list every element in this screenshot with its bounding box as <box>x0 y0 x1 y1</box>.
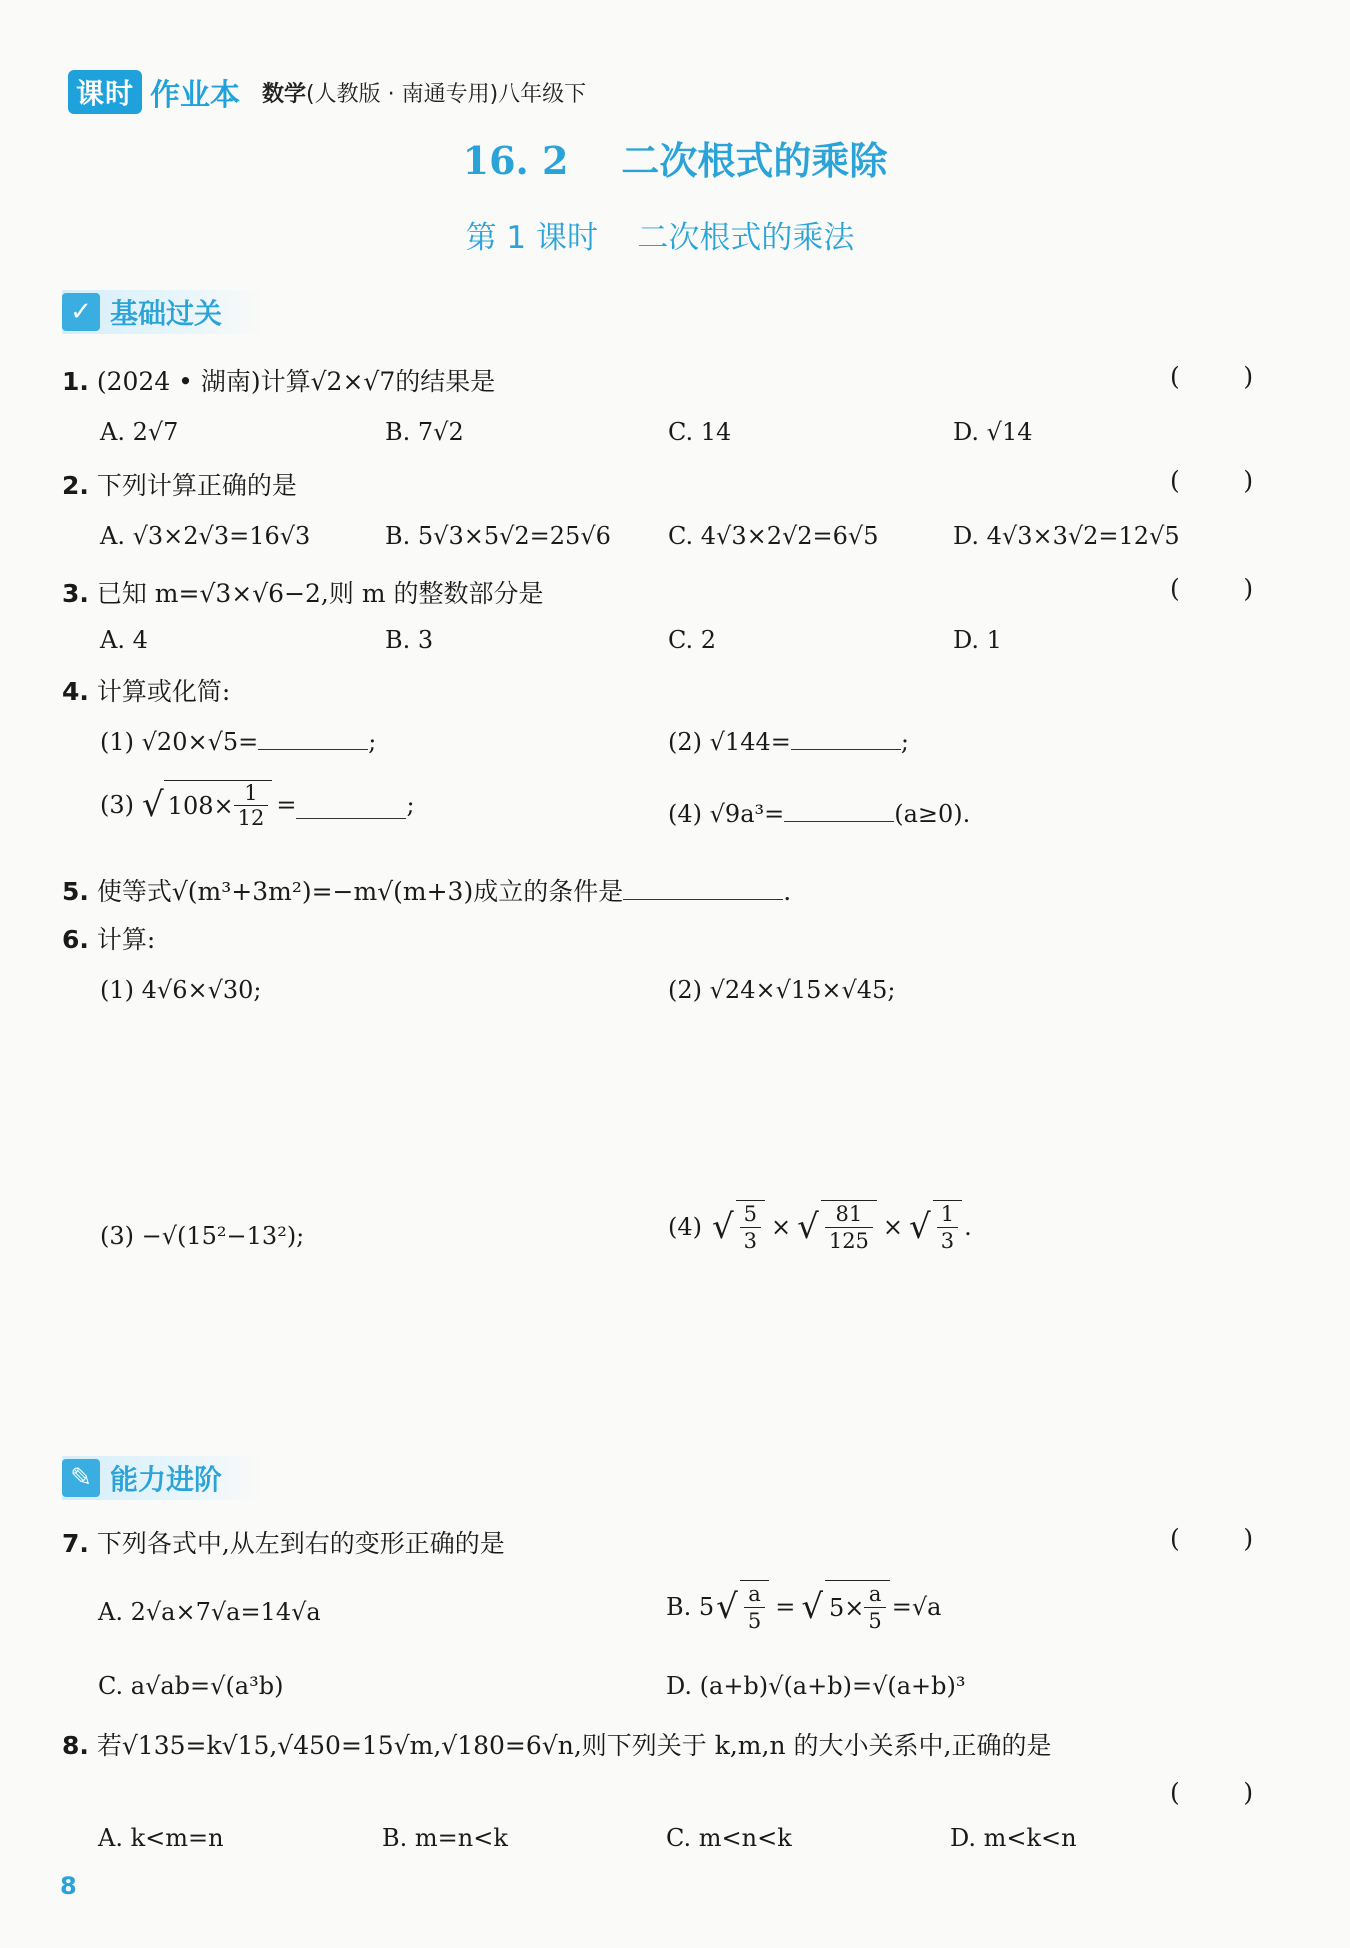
semicolon: ; <box>900 728 909 756</box>
answer-blank[interactable] <box>623 899 783 900</box>
q3-option-d: D. 1 <box>953 626 1002 654</box>
radicand <box>825 1580 890 1634</box>
question-text: 若√135=k√15,√450=15√m,√180=6√n,则下列关于 k,m,n 的大小关系中,正确的是 <box>96 1731 1052 1760</box>
question-text: 下列计算正确的是 <box>96 471 297 500</box>
sqrt-sign: √ <box>801 1587 823 1627</box>
lesson-title: 第 1 课时 二次根式的乘法 <box>465 220 855 256</box>
question-number: 3. <box>62 579 89 608</box>
semicolon: ; <box>406 791 415 819</box>
numerator: a <box>748 1582 761 1606</box>
numerator: 1 <box>244 781 258 805</box>
question-1 <box>62 362 495 398</box>
q2-option-c: C. 4√3×2√2=6√5 <box>668 522 879 550</box>
numerator: 81 <box>835 1202 863 1226</box>
denominator: 5 <box>864 1607 885 1634</box>
answer-parentheses: ( ) <box>1170 1778 1254 1807</box>
answer-parentheses: ( ) <box>1170 466 1254 495</box>
q8-option-d: D. m<k<n <box>950 1824 1077 1852</box>
question-2 <box>62 466 297 502</box>
q4-part-2 <box>668 728 909 756</box>
q2-option-b: B. 5√3×5√2=25√6 <box>385 522 611 550</box>
q7-option-b <box>666 1580 941 1634</box>
checkbox-icon: ✓ <box>62 293 100 331</box>
answer-parentheses: ( ) <box>1170 1524 1254 1553</box>
fraction <box>740 1580 769 1634</box>
q6-part-1: (1) 4√6×√30; <box>100 976 262 1004</box>
question-number: 6. <box>62 925 89 954</box>
question-5 <box>62 872 791 908</box>
q2-option-a: A. √3×2√3=16√3 <box>100 522 311 550</box>
radicand-expr: 5× <box>829 1593 865 1622</box>
numerator: 1 <box>940 1202 955 1226</box>
numerator: 5 <box>743 1202 758 1226</box>
option-prefix: B. 5 <box>666 1593 715 1621</box>
question-text: (2024 • 湖南)计算√2×√7的结果是 <box>96 367 496 396</box>
answer-blank[interactable] <box>791 749 901 750</box>
section-band-advanced <box>62 1456 262 1500</box>
part-label: (3) <box>100 791 134 819</box>
question-text: 计算: <box>96 925 156 954</box>
sqrt-sign: √ <box>716 1587 738 1627</box>
q3-option-b: B. 3 <box>385 626 434 654</box>
section-title: 16. 2 二次根式的乘除 <box>462 138 888 183</box>
question-number: 4. <box>62 677 89 706</box>
q7-option-c: C. a√ab=√(a³b) <box>98 1672 284 1700</box>
band-label-basic: 基础过关 <box>110 297 223 330</box>
question-number: 7. <box>62 1529 89 1558</box>
question-text: 已知 m=√3×√6−2,则 m 的整数部分是 <box>96 579 544 608</box>
sqrt-sign: √ <box>909 1207 931 1247</box>
condition: (a≥0). <box>894 800 971 828</box>
radicand-expr: 108× <box>167 791 234 820</box>
q3-option-c: C. 2 <box>668 626 717 654</box>
question-text: 使等式√(m³+3m²)=−m√(m+3)成立的条件是 <box>96 877 624 906</box>
sqrt-sign: √ <box>797 1207 819 1247</box>
question-4 <box>62 672 230 708</box>
question-number: 2. <box>62 471 89 500</box>
header-brand <box>68 72 586 112</box>
sqrt-sign: √ <box>712 1207 734 1247</box>
result: =√a <box>891 1593 942 1621</box>
q3-option-a: A. 4 <box>100 626 148 654</box>
page-number: 8 <box>60 1872 77 1900</box>
period: . <box>783 877 792 906</box>
denominator: 3 <box>937 1227 958 1254</box>
book-subtitle <box>262 77 586 108</box>
part-expression: (1) √20×√5= <box>100 728 259 756</box>
q1-option-a: A. 2√7 <box>100 418 179 446</box>
subject: 数学 <box>262 81 307 107</box>
part-label: (4) <box>668 1213 702 1241</box>
brand-logo: 课时 <box>68 70 142 114</box>
q8-option-a: A. k<m=n <box>98 1824 224 1852</box>
pencil-icon: ✎ <box>62 1459 100 1497</box>
question-number: 8. <box>62 1731 89 1760</box>
denominator: 3 <box>740 1227 761 1254</box>
fraction <box>821 1200 877 1254</box>
answer-blank[interactable] <box>784 821 894 822</box>
period: . <box>964 1213 972 1241</box>
radicand <box>164 780 273 830</box>
answer-blank[interactable] <box>258 749 368 750</box>
q1-option-d: D. √14 <box>953 418 1033 446</box>
q1-option-c: C. 14 <box>668 418 732 446</box>
question-6 <box>62 920 155 956</box>
equals: = <box>775 1593 796 1621</box>
fraction <box>933 1200 962 1254</box>
question-3 <box>62 574 543 610</box>
q6-part-4: (4) √ $\frac{5}{3}$ × √ $\frac{81}{125}$ × √ $\frac{1}{3}$ . <box>668 1202 972 1253</box>
question-text: 下列各式中,从左到右的变形正确的是 <box>96 1529 505 1558</box>
question-8 <box>62 1726 1051 1762</box>
q4-part-3: (3) √ 108× $\frac{1}{12}$ = ; <box>100 781 415 830</box>
question-number: 1. <box>62 367 89 396</box>
answer-parentheses: ( ) <box>1170 362 1254 391</box>
q6-part-3: (3) −√(15²−13²); <box>100 1222 305 1250</box>
q4-part-4 <box>668 800 970 828</box>
section-band-basic <box>62 290 262 334</box>
fraction <box>736 1200 765 1254</box>
q2-option-d: D. 4√3×3√2=12√5 <box>953 522 1180 550</box>
band-label-advanced: 能力进阶 <box>110 1463 223 1496</box>
q8-option-c: C. m<n<k <box>666 1824 792 1852</box>
semicolon: ; <box>368 728 377 756</box>
edition: (人教版 · 南通专用)八年级下 <box>306 81 587 107</box>
question-7 <box>62 1524 505 1560</box>
numerator: a <box>868 1582 882 1606</box>
question-number: 5. <box>62 877 89 906</box>
q6-part-2: (2) √24×√15×√45; <box>668 976 896 1004</box>
q1-option-b: B. 7√2 <box>385 418 464 446</box>
fraction <box>864 1581 885 1634</box>
fraction <box>234 781 269 830</box>
q8-option-b: B. m=n<k <box>382 1824 508 1852</box>
answer-parentheses: ( ) <box>1170 574 1254 603</box>
part-expression: (2) √144= <box>668 728 791 756</box>
denominator: 125 <box>825 1227 873 1254</box>
part-expression: (4) √9a³= <box>668 800 785 828</box>
brand-name: 作业本 <box>150 78 241 113</box>
sqrt-sign: √ <box>142 785 164 825</box>
answer-blank[interactable] <box>296 792 406 819</box>
denominator: 12 <box>234 805 269 830</box>
q7-option-d: D. (a+b)√(a+b)=√(a+b)³ <box>666 1672 966 1700</box>
denominator: 5 <box>744 1607 765 1634</box>
question-text: 计算或化简: <box>96 677 231 706</box>
q7-option-a: A. 2√a×7√a=14√a <box>98 1598 321 1626</box>
q4-part-1 <box>100 728 376 756</box>
